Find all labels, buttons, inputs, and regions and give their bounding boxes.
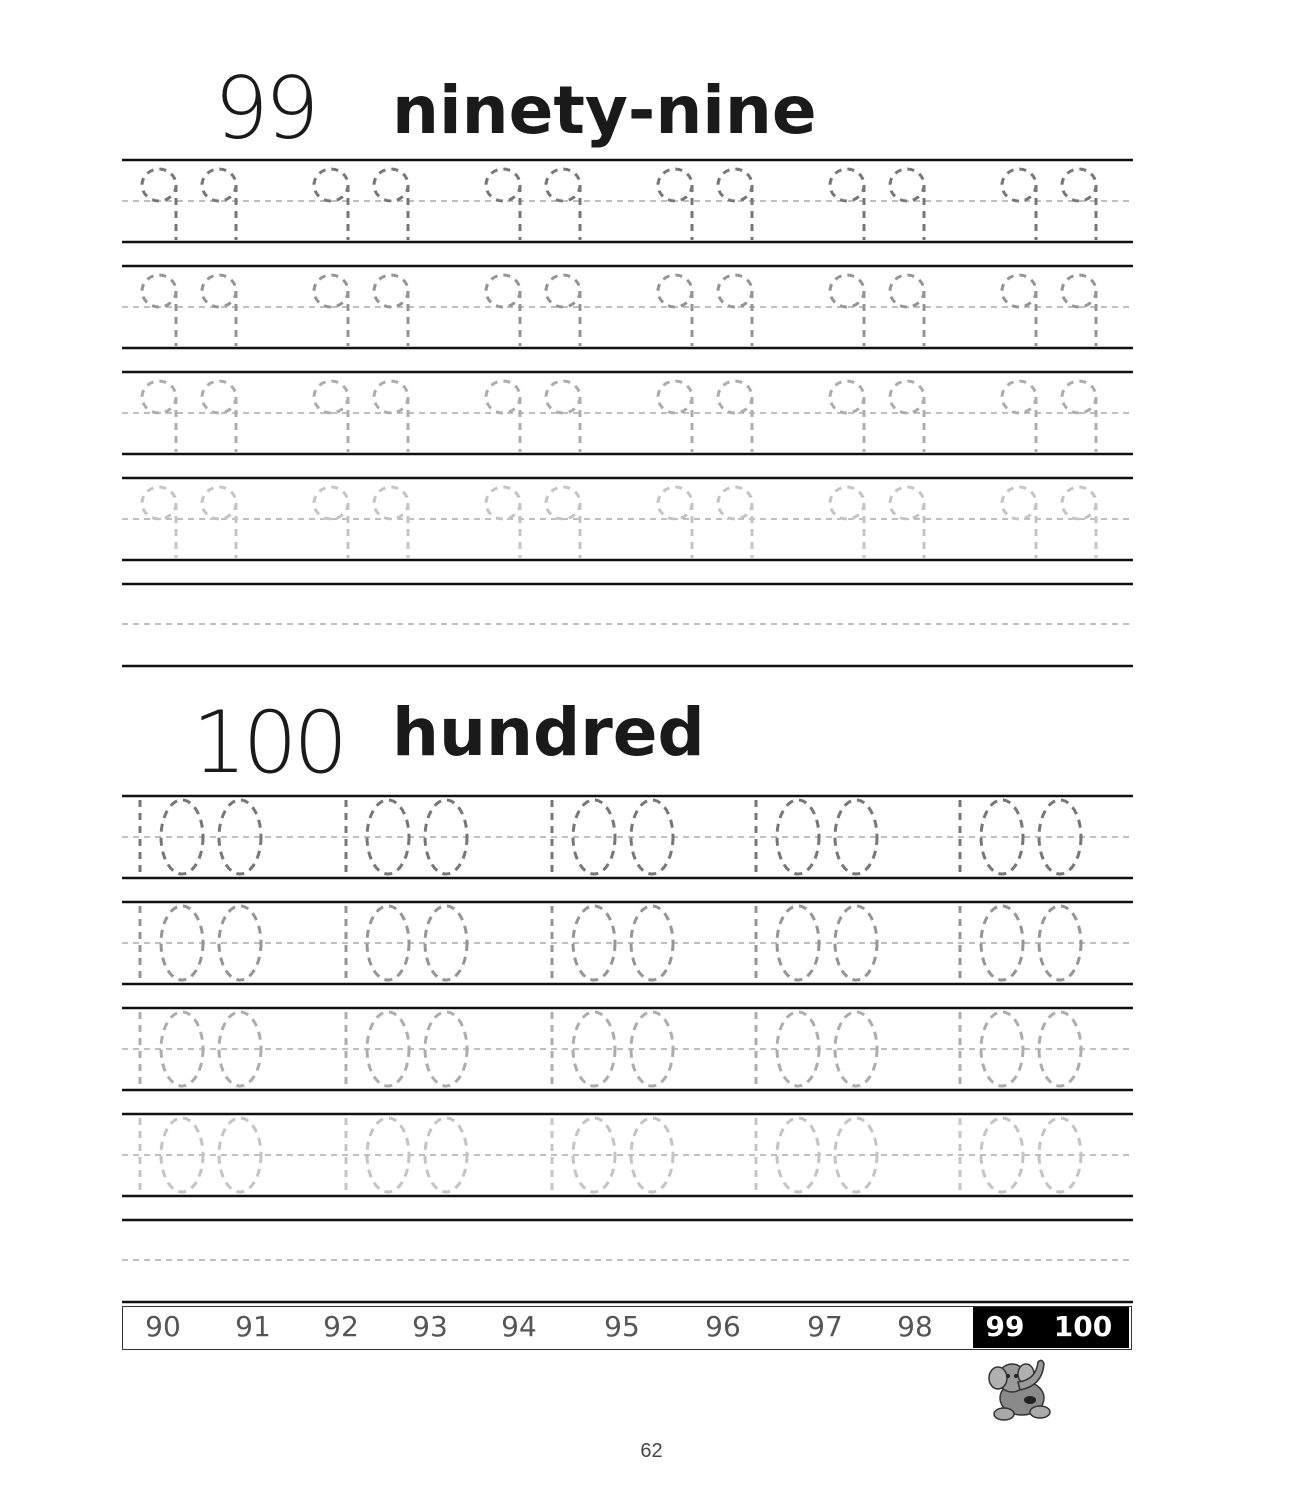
trace-99-r2-c4-digit2-loop — [890, 381, 924, 413]
strip-number-96: 96 — [705, 1310, 741, 1343]
practice-lines-100 — [122, 796, 1133, 1302]
trace-99-r1-c1-digit2-loop — [374, 275, 408, 307]
trace-99-r1-c4-digit1-loop — [830, 275, 864, 307]
strip-number-97: 97 — [807, 1310, 843, 1343]
numeral-99: 99 — [214, 59, 316, 159]
trace-99-r2-c3-digit1-loop — [658, 381, 692, 413]
trace-99-r1-c5-digit1-loop — [1002, 275, 1036, 307]
trace-99-r0-c5-digit1-loop — [1002, 169, 1036, 201]
numeral-100: 100 — [192, 693, 345, 793]
trace-99-r2-c2-digit2-loop — [546, 381, 580, 413]
trace-99-r1-c0-digit2-loop — [202, 275, 236, 307]
elephant-icon — [982, 1352, 1062, 1424]
trace-99-r0-c1-digit2-loop — [374, 169, 408, 201]
trace-99-r3-c2-digit2-loop — [546, 487, 580, 519]
strip-number-93: 93 — [412, 1310, 448, 1343]
strip-number-90: 90 — [145, 1310, 181, 1343]
trace-99-r3-c4-digit2-loop — [890, 487, 924, 519]
trace-99-r1-c2-digit1-loop — [486, 275, 520, 307]
trace-99-r1-c4-digit2-loop — [890, 275, 924, 307]
trace-99-r2-c5-digit1-loop — [1002, 381, 1036, 413]
trace-99-r2-c4-digit1-loop — [830, 381, 864, 413]
strip-number-94: 94 — [501, 1310, 537, 1343]
trace-99-r1-c3-digit1-loop — [658, 275, 692, 307]
trace-99-r0-c2-digit1-loop — [486, 169, 520, 201]
trace-99-r0-c3-digit2-loop — [718, 169, 752, 201]
trace-99-r0-c1-digit1-loop — [314, 169, 348, 201]
trace-99-r0-c5-digit2-loop — [1062, 169, 1096, 201]
trace-99-r0-c4-digit1-loop — [830, 169, 864, 201]
trace-99-r3-c3-digit1-loop — [658, 487, 692, 519]
trace-99-r2-c1-digit1-loop — [314, 381, 348, 413]
tracing-digits-99 — [142, 169, 1096, 558]
number-strip — [122, 1306, 1132, 1350]
tracing-digits-100 — [140, 800, 1081, 1192]
trace-99-r3-c4-digit1-loop — [830, 487, 864, 519]
trace-99-r1-c3-digit2-loop — [718, 275, 752, 307]
trace-99-r3-c0-digit2-loop — [202, 487, 236, 519]
trace-99-r2-c3-digit2-loop — [718, 381, 752, 413]
trace-99-r0-c2-digit2-loop — [546, 169, 580, 201]
trace-99-r1-c5-digit2-loop — [1062, 275, 1096, 307]
trace-99-r2-c0-digit2-loop — [202, 381, 236, 413]
strip-number-91: 91 — [235, 1310, 271, 1343]
trace-99-r1-c2-digit2-loop — [546, 275, 580, 307]
strip-number-98: 98 — [897, 1310, 933, 1343]
trace-99-r3-c1-digit2-loop — [374, 487, 408, 519]
trace-99-r2-c2-digit1-loop — [486, 381, 520, 413]
strip-number-95: 95 — [604, 1310, 640, 1343]
trace-99-r3-c5-digit2-loop — [1062, 487, 1096, 519]
trace-99-r1-c1-digit1-loop — [314, 275, 348, 307]
trace-99-r2-c1-digit2-loop — [374, 381, 408, 413]
strip-number-99: 99 — [985, 1310, 1025, 1343]
word-ninety-nine: ninety-nine — [392, 72, 817, 149]
page-number: 62 — [640, 1440, 663, 1462]
trace-99-r0-c3-digit1-loop — [658, 169, 692, 201]
trace-99-r3-c0-digit1-loop — [142, 487, 176, 519]
trace-99-r3-c5-digit1-loop — [1002, 487, 1036, 519]
trace-99-r3-c3-digit2-loop — [718, 487, 752, 519]
trace-99-r2-c0-digit1-loop — [142, 381, 176, 413]
trace-99-r3-c1-digit1-loop — [314, 487, 348, 519]
trace-99-r2-c5-digit2-loop — [1062, 381, 1096, 413]
trace-99-r0-c0-digit1-loop — [142, 169, 176, 201]
word-hundred: hundred — [392, 694, 705, 771]
practice-lines-99 — [122, 160, 1133, 666]
trace-99-r3-c2-digit1-loop — [486, 487, 520, 519]
strip-number-100: 100 — [1053, 1310, 1113, 1343]
trace-99-r1-c0-digit1-loop — [142, 275, 176, 307]
trace-99-r0-c4-digit2-loop — [890, 169, 924, 201]
trace-99-r0-c0-digit2-loop — [202, 169, 236, 201]
strip-number-92: 92 — [323, 1310, 359, 1343]
